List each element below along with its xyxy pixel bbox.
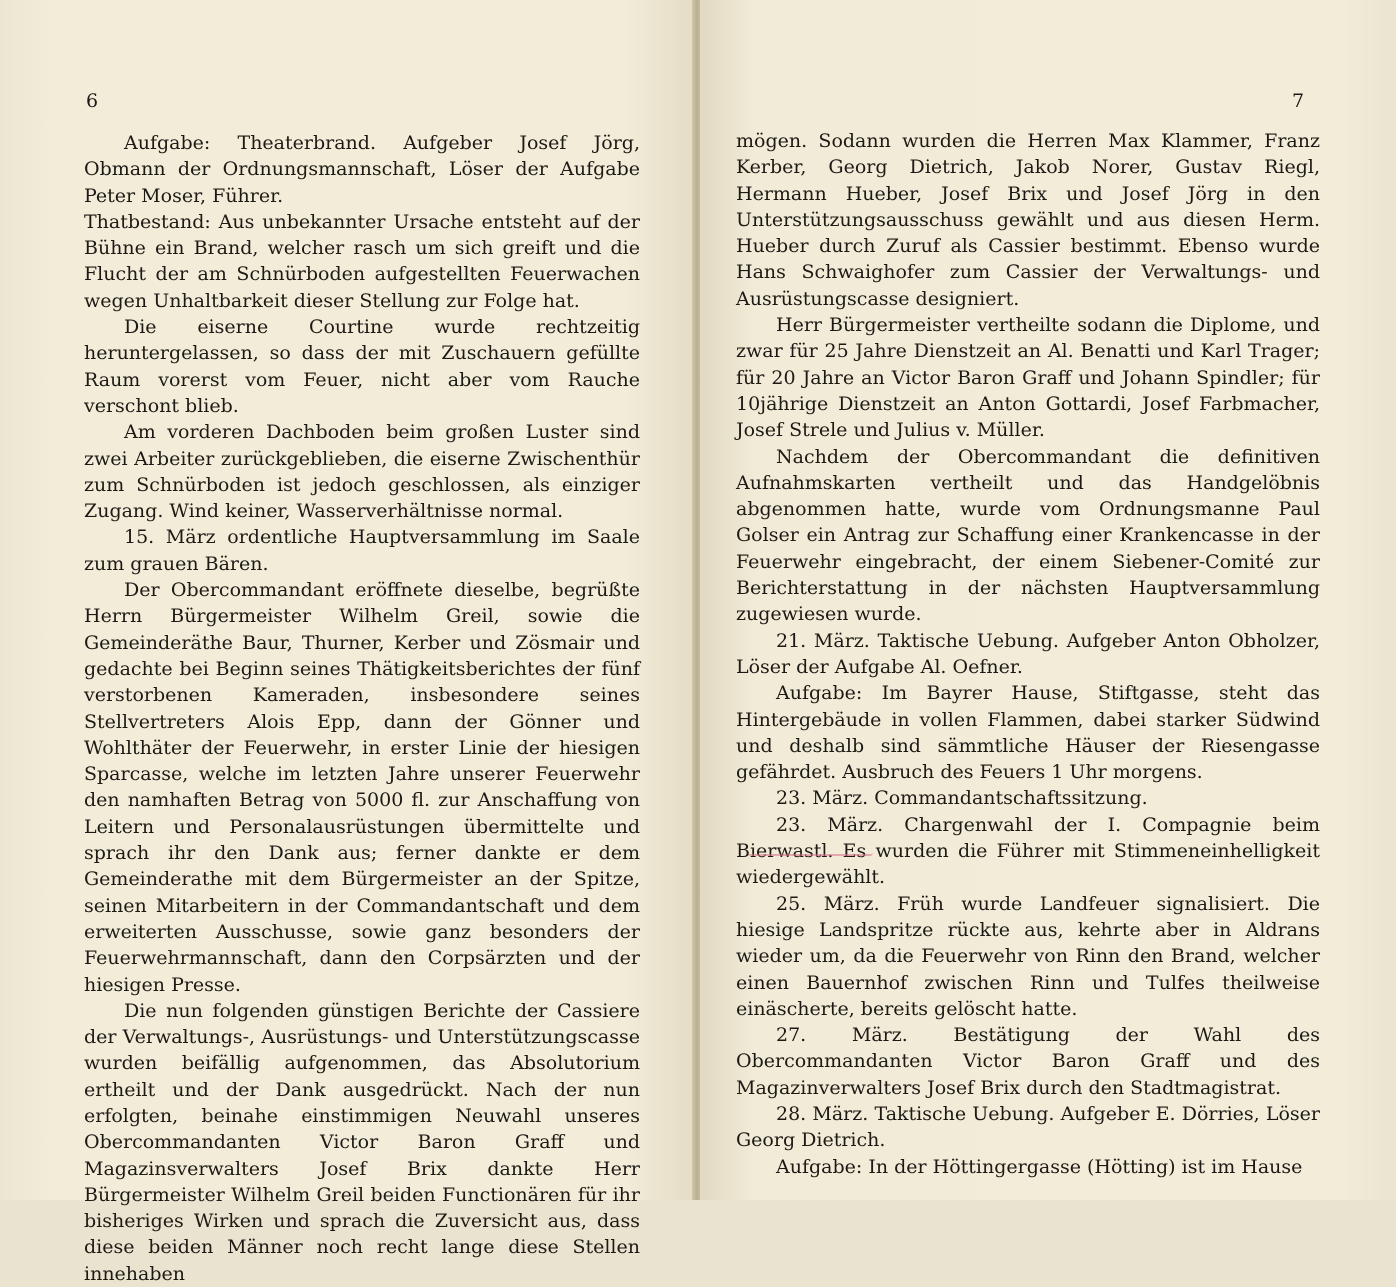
right-page-text — [736, 128, 1320, 1180]
paragraph: Die eiserne Courtine wurde rechtzeitig heruntergelassen, so dass der mit Zuschauern gefüllte Raum vorerst vom Feuer, nicht aber vom Rauche verschont blieb. — [84, 316, 640, 417]
paragraph: Aufgabe: Theaterbrand. Aufgeber Josef Jörg, Obmann der Ordnungsmannschaft, Löser der Aufgabe Peter Moser, Führer. — [84, 132, 640, 207]
paragraph: Nachdem der Obercommandant die definitiven Aufnahmskarten vertheilt und das Handgelöbnis abgenommen hatte, wurde vom Ordnungsmanne Paul Golser ein Antrag zur Schaffung einer Krankencasse in der Feuerwehr eingebracht, der einem Siebener-Comité zur Berichterstattung in der nächsten Hauptversammlung zugewiesen wurde. — [736, 445, 1320, 626]
paragraph: Der Obercommandant eröffnete dieselbe, begrüßte Herrn Bürgermeister Wilhelm Greil, sowie die Gemeinderäthe Baur, Thurner, Kerber und Zösmair und gedachte bei Beginn seines Thätigkeitsberichtes der fünf verstorbenen Kameraden, insbesondere seines Stellvertreters Alois Epp, dann der Gönner und Wohlthäter der Feuerwehr, in erster Linie der hiesigen Sparcasse, welche im letzten Jahre unserer Feuerwehr den namhaften Betrag von 5000 fl. zur Anschaffung von Leitern und Personalausrüstungen übermittelte und sprach ihr den Dank aus; ferner dankte er dem Gemeinderathe mit dem Bürgermeister an der Spitze, seinen Mitarbeitern in der Commandantschaft und dem erweiterten Ausschusse, sowie ganz besonders der Feuerwehrmannschaft, dann den Corpsärzten und der hiesigen Presse. — [84, 579, 640, 996]
paragraph: 21. März. Taktische Uebung. Aufgeber Anton Obholzer, Löser der Aufgabe Al. Oefner. — [736, 629, 1320, 678]
paragraph: Aufgabe: Im Bayrer Hause, Stiftgasse, steht das Hintergebäude in vollen Flammen, dabei starker Südwind und deshalb sind sämmtliche Häuser der Riesengasse gefährdet. Ausbruch des Feuers 1 Uhr morgens. — [736, 682, 1320, 784]
page-number: 7 — [1292, 90, 1305, 112]
paragraph: Die nun folgenden günstigen Berichte der Cassiere der Verwaltungs-, Ausrüstungs- und Unterstützungscasse wurden beifällig aufgenommen, das Absolutorium ertheilt und der Dank ausgedrückt. Nach der nun erfolgten, beinahe einstimmigen Neuwahl unseres Obercommandanten Victor Baron Graff und Magazinsverwalters Josef Brix dankte Herr Bürgermeister Wilhelm Greil beiden Functionären für ihr bisheriges Wirken und sprach die Zuversicht aus, dass diese beiden Männer noch recht lange diese Stellen innehaben — [84, 999, 640, 1285]
paragraph: 23. März. Commandantschaftssitzung. — [776, 787, 1148, 810]
left-page-text — [84, 130, 640, 1287]
paragraph: 28. März. Taktische Uebung. Aufgeber E. Dörries, Löser Georg Dietrich. — [736, 1102, 1320, 1152]
left-page — [0, 0, 694, 1285]
paragraph: Aufgabe: In der Höttingergasse (Hötting) ist im Hause — [776, 1155, 1303, 1178]
page-number: 6 — [86, 90, 99, 112]
paragraph: Thatbestand: Aus unbekannter Ursache entsteht auf der Bühne ein Brand, welcher rasch um sich greift und die Flucht der am Schnürboden aufgestellten Feuerwachen wegen Unhaltbarkeit dieser Stellung zur Folge hat. — [84, 210, 640, 312]
paragraph: mögen. Sodann wurden die Herren Max Klammer, Franz Kerber, Georg Dietrich, Jakob Norer, Gustav Riegl, Hermann Hueber, Josef Brix und Josef Jörg in den Unterstützungsausschuss gewählt und aus diesen Herm. Hueber durch Zuruf als Cassier bestimmt. Ebenso wurde Hans Schwaighofer zum Cassier der Verwaltungs- und Ausrüstungscasse designiert. — [736, 130, 1320, 310]
pencil-underline-mark — [748, 850, 873, 856]
paragraph: Herr Bürgermeister vertheilte sodann die Diplome, und zwar für 25 Jahre Dienstzeit an Al. Benatti und Karl Trager; für 20 Jahre an Victor Baron Graff und Johann Spindler; für 10jährige Dienstzeit an Anton Gottardi, Josef Farbmacher, Josef Strele und Julius v. Müller. — [736, 314, 1320, 442]
paragraph: Am vorderen Dachboden beim großen Luster sind zwei Arbeiter zurückgeblieben, die eiserne Zwischenthür zum Schnürboden ist jedoch geschlossen, als einziger Zugang. Wind keiner, Wasserverhältnisse normal. — [84, 421, 640, 523]
paragraph: 27. März. Bestätigung der Wahl des Obercommandanten Victor Baron Graff und des Magazinverwalters Josef Brix durch den Stadtmagistrat. — [736, 1024, 1320, 1099]
paragraph: 15. März ordentliche Hauptversammlung im Saale zum grauen Bären. — [84, 526, 640, 575]
paragraph: 25. März. Früh wurde Landfeuer signalisiert. Die hiesige Landspritze rückte aus, kehrte aber in Aldrans wieder um, da die Feuerwehr von Rinn den Brand, welcher einen Bauernhof zwischen Rinn und Tulfes theilweise einäscherte, bereits gelöscht hatte. — [736, 892, 1320, 1020]
paragraph: 23. März. Chargenwahl der I. Compagnie beim Bierwastl. Es wurden die Führer mit Stimmeneinhelligkeit wiedergewählt. — [736, 813, 1320, 889]
